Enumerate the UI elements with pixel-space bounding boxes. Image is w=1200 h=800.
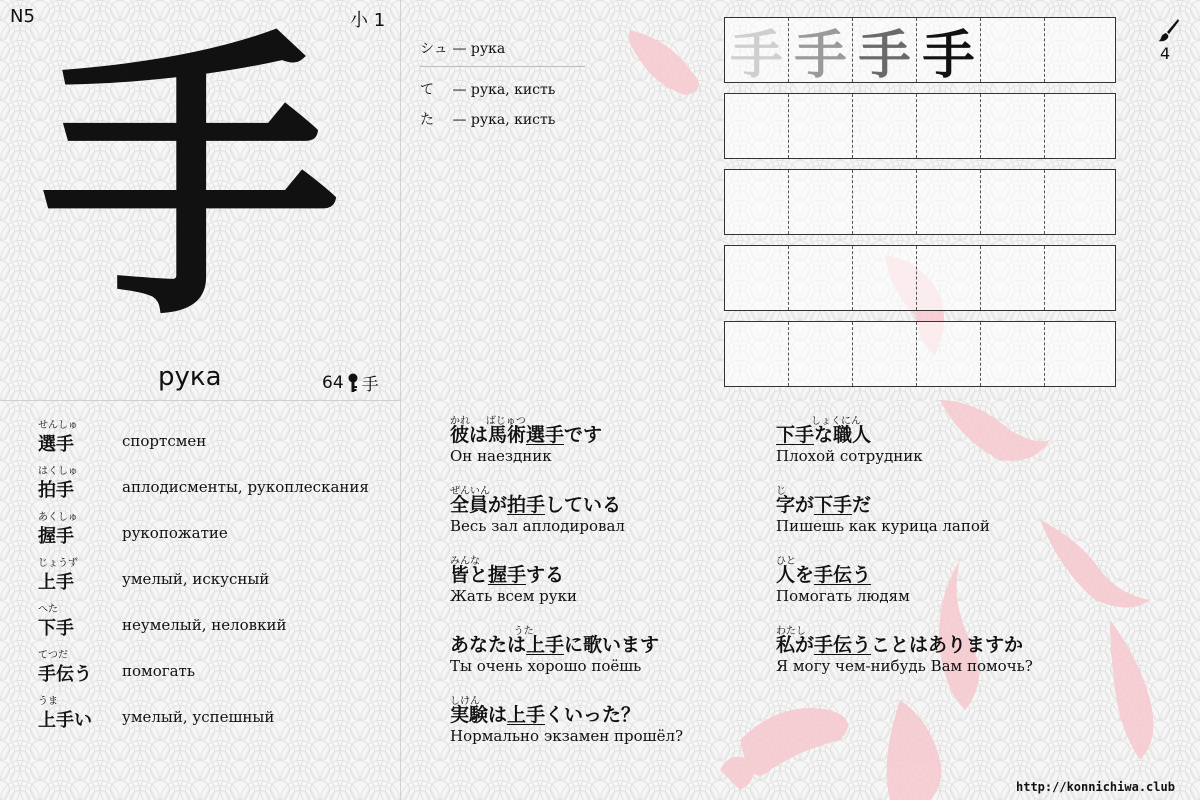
list-item: はくしゅ 拍手 аплодисменты, рукоплескания [38,466,369,501]
practice-cell[interactable] [789,170,853,234]
readings-panel [420,34,585,135]
stroke-order-row [724,17,1116,86]
writing-practice-grid [724,17,1116,397]
key-icon [347,373,359,393]
practice-cell[interactable] [789,94,853,158]
on-reading: シュ — рука [420,41,506,57]
practice-cell[interactable] [725,94,789,158]
main-kanji: 手 [40,3,340,356]
practice-cell[interactable] [789,246,853,310]
practice-cell[interactable] [917,322,981,386]
practice-cell[interactable] [853,246,917,310]
practice-cell[interactable] [725,170,789,234]
reading-divider [420,66,585,67]
practice-row [724,245,1116,311]
list-item: せんしゅ 選手 спортсмен [38,420,207,455]
practice-cell[interactable] [1045,246,1109,310]
practice-cell[interactable] [725,246,789,310]
list-item: へた 下手 неумелый, неловкий [38,604,287,639]
kanji-meaning: рука [158,362,222,392]
vocabulary-list [38,416,408,738]
example-sentence: しょくにん 下手な職人 Плохой сотрудник [776,416,923,465]
example-sentence: ぜんいん 全員が拍手している Весь зал аплодировал [450,486,625,535]
practice-cell[interactable] [917,246,981,310]
practice-cell[interactable] [1045,170,1109,234]
practice-cell[interactable] [917,94,981,158]
practice-cell[interactable] [981,322,1045,386]
practice-cell[interactable] [981,18,1045,82]
practice-cell[interactable] [981,94,1045,158]
example-sentence: しけん 実験は上手くいった？ Нормально экзамен прошёл? [450,696,684,745]
list-item: うま 上手い умелый, успешный [38,696,275,731]
practice-cell[interactable] [725,322,789,386]
radical-number: 64 [322,372,344,393]
example-sentence: ひと 人を手伝う Помогать людям [776,556,910,605]
stroke-step: 手 [917,18,981,82]
school-grade: 小 1 [350,10,386,31]
radical-kanji: 手 [361,375,379,395]
list-item: じょうず 上手 умелый, искусный [38,558,270,593]
kun-reading: た — рука, кисть [420,112,556,128]
jlpt-level: N5 [10,6,35,27]
practice-row [724,169,1116,235]
practice-cell[interactable] [981,246,1045,310]
practice-cell[interactable] [1045,18,1109,82]
stroke-count: 4 [1160,44,1171,63]
list-item: てつだ 手伝う помогать [38,650,195,685]
stroke-step: 手 [789,18,853,82]
practice-cell[interactable] [917,170,981,234]
list-item: あくしゅ 握手 рукопожатие [38,512,228,547]
radical-reference [322,370,379,395]
example-sentence: かれ ばじゅつ 彼は馬術選手です Он наездник [450,416,603,465]
stroke-step: 手 [853,18,917,82]
practice-cell[interactable] [853,170,917,234]
practice-row [724,93,1116,159]
site-url[interactable]: http://konnichiwa.club [1016,780,1175,794]
practice-cell[interactable] [981,170,1045,234]
practice-cell[interactable] [853,322,917,386]
practice-cell[interactable] [1045,322,1109,386]
example-sentence: わたし 私が手伝うことはありますか Я могу чем-нибудь Вам помочь? [776,626,1033,675]
kun-reading: て — рука, кисть [420,82,556,98]
practice-cell[interactable] [853,94,917,158]
example-sentence: うた あなたは上手に歌います Ты очень хорошо поёшь [450,626,660,675]
example-sentence: みんな 皆と握手する Жать всем руки [450,556,577,605]
practice-cell[interactable] [1045,94,1109,158]
brush-icon [1158,18,1180,42]
practice-cell[interactable] [789,322,853,386]
stroke-step: 手 [725,18,789,82]
practice-row [724,321,1116,387]
example-sentence: じ 字が下手だ Пишешь как курица лапой [776,486,990,535]
